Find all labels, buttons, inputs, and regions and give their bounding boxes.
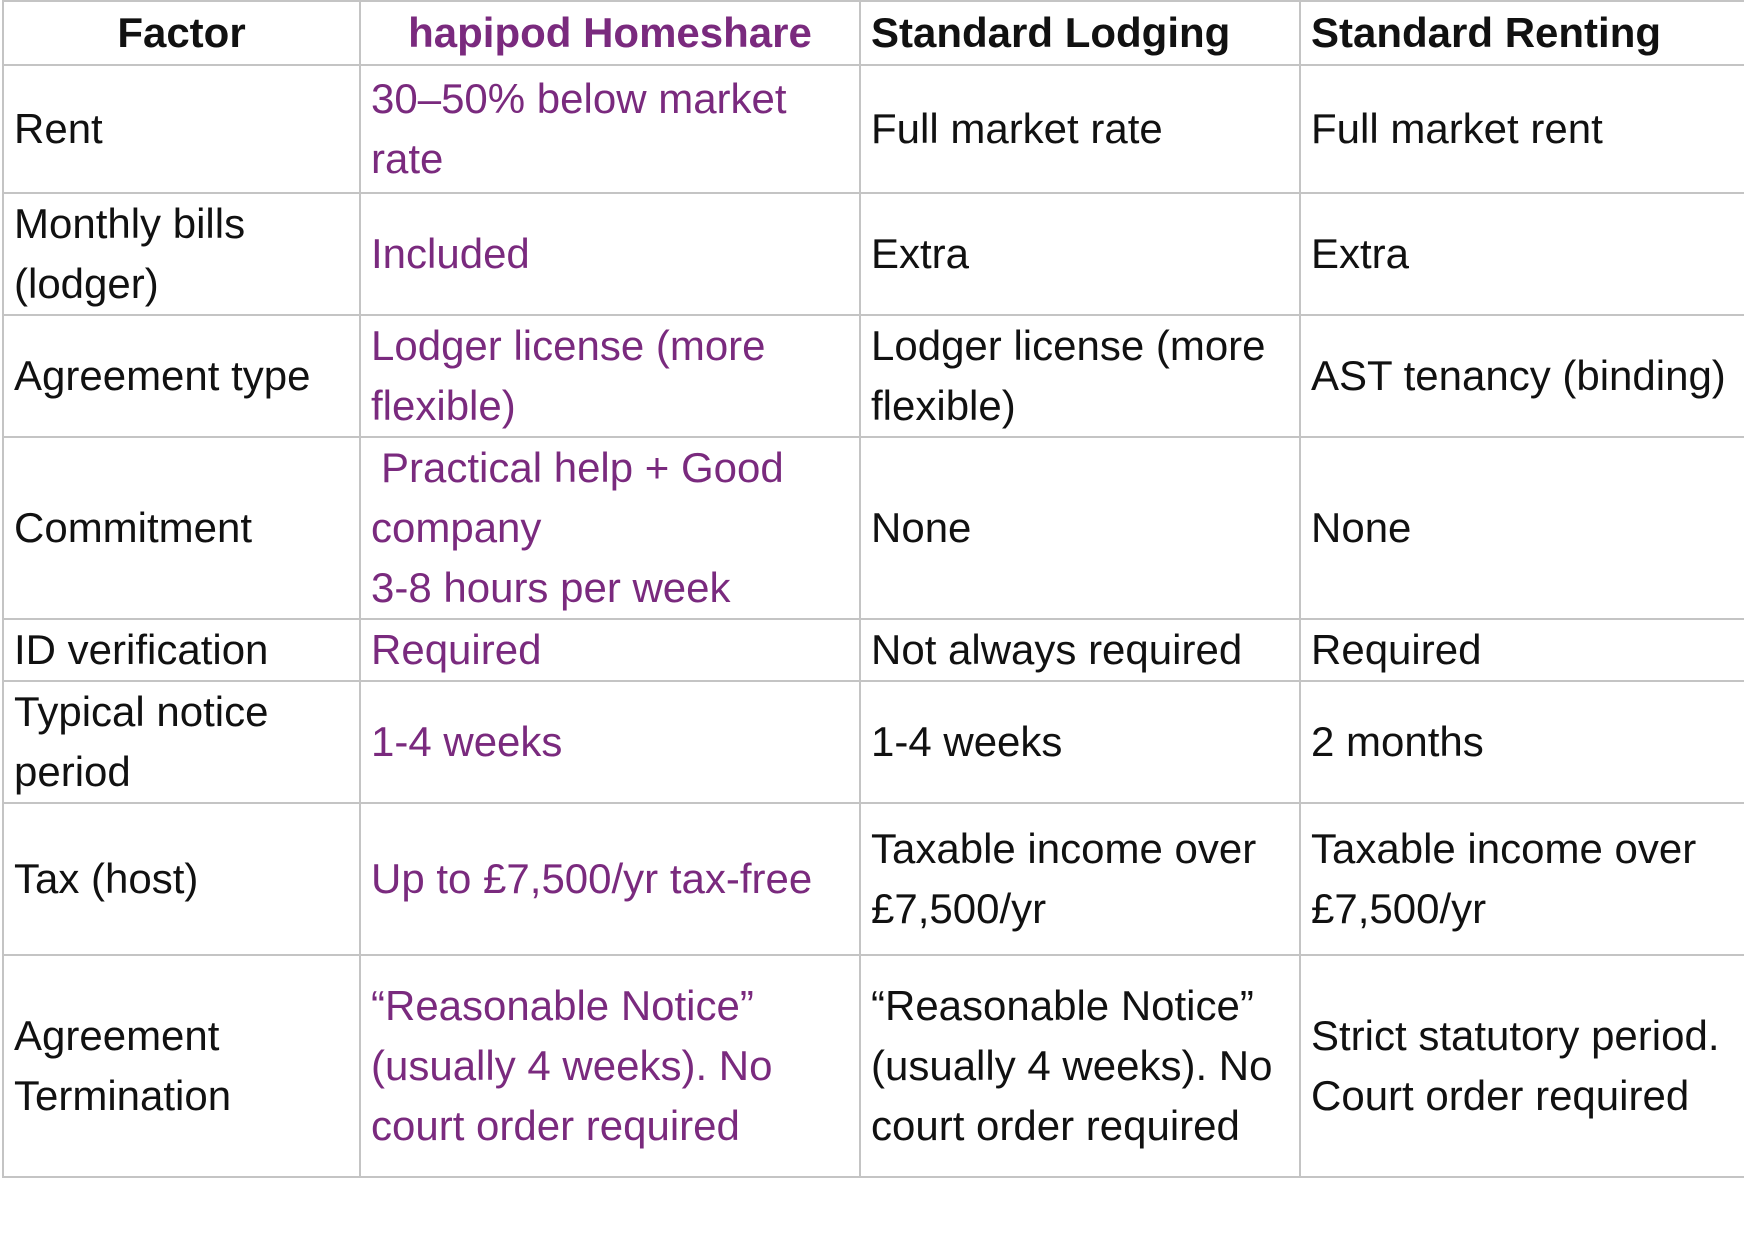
cell-lodging: [860, 193, 1300, 315]
cell-text: Tax (host): [14, 855, 199, 902]
cell-text: Agreement type: [14, 352, 311, 399]
cell-text: court order required: [371, 1102, 740, 1149]
cell-hapipod: [360, 681, 860, 803]
cell-text: Full market rate: [871, 105, 1163, 152]
cell-renting: [1300, 619, 1744, 681]
cell-lodging: [860, 65, 1300, 193]
cell-text: flexible): [371, 382, 516, 429]
cell-text: ID verification: [14, 626, 269, 673]
cell-renting: [1300, 955, 1744, 1177]
cell-renting: [1300, 803, 1744, 955]
table-row: [3, 681, 1744, 803]
cell-text: (lodger): [14, 260, 159, 307]
cell-factor: [3, 803, 360, 955]
cell-hapipod: [360, 803, 860, 955]
cell-hapipod: [360, 65, 860, 193]
cell-text: “Reasonable Notice”: [371, 982, 754, 1029]
cell-text: period: [14, 748, 131, 795]
cell-text: Practical help + Good: [381, 444, 784, 491]
cell-renting: [1300, 437, 1744, 619]
cell-hapipod: [360, 955, 860, 1177]
cell-text: 1-4 weeks: [371, 718, 563, 765]
header-standard-lodging: Standard Lodging: [860, 1, 1300, 65]
cell-text: Rent: [14, 105, 103, 152]
cell-factor: [3, 65, 360, 193]
header-hapipod-homeshare: hapipod Homeshare: [360, 1, 860, 65]
cell-text: “Reasonable Notice”: [871, 982, 1254, 1029]
cell-text: 1-4 weeks: [871, 718, 1063, 765]
cell-text: Lodger license (more: [871, 322, 1266, 369]
cell-text: Full market rent: [1311, 105, 1603, 152]
cell-factor: [3, 955, 360, 1177]
cell-factor: [3, 315, 360, 437]
cell-text: Required: [1311, 626, 1482, 673]
cell-lodging: [860, 955, 1300, 1177]
cell-text: Lodger license (more: [371, 322, 766, 369]
cell-text: court order required: [871, 1102, 1240, 1149]
cell-lodging: [860, 681, 1300, 803]
cell-text: 2 months: [1311, 718, 1484, 765]
cell-text: company: [371, 504, 542, 551]
table-row: [3, 803, 1744, 955]
cell-renting: [1300, 65, 1744, 193]
cell-factor: [3, 193, 360, 315]
cell-lodging: [860, 619, 1300, 681]
cell-factor: [3, 619, 360, 681]
table-row: [3, 193, 1744, 315]
cell-text: £7,500/yr: [871, 885, 1047, 932]
table-body: [3, 65, 1744, 1177]
table-row: [3, 437, 1744, 619]
cell-lodging: [860, 803, 1300, 955]
table-row: [3, 955, 1744, 1177]
cell-text: Taxable income over: [1311, 825, 1697, 872]
cell-text: Included: [371, 230, 530, 277]
cell-text: 3-8 hours per week: [371, 564, 731, 611]
cell-text: Agreement: [14, 1012, 220, 1059]
cell-lodging: [860, 437, 1300, 619]
cell-text: Strict statutory period.: [1311, 1012, 1720, 1059]
cell-text: Commitment: [14, 504, 253, 551]
cell-hapipod: [360, 315, 860, 437]
cell-text: None: [1311, 504, 1412, 551]
header-factor: Factor: [3, 1, 360, 65]
cell-renting: [1300, 193, 1744, 315]
table-header-row: [3, 1, 1744, 65]
cell-text: Extra: [1311, 230, 1410, 277]
cell-renting: [1300, 681, 1744, 803]
header-standard-renting: Standard Renting: [1300, 1, 1744, 65]
comparison-table: [2, 0, 1744, 1178]
cell-lodging: [860, 315, 1300, 437]
cell-text: None: [871, 504, 972, 551]
cell-text: Required: [371, 626, 542, 673]
cell-text: Monthly bills: [14, 200, 246, 247]
cell-text: Extra: [871, 230, 970, 277]
table-row: [3, 65, 1744, 193]
cell-text: Court order required: [1311, 1072, 1690, 1119]
cell-text: Taxable income over: [871, 825, 1257, 872]
cell-text: Up to £7,500/yr tax-free: [371, 855, 813, 902]
cell-text: 30–50% below market: [371, 75, 787, 122]
cell-text: Not always required: [871, 626, 1243, 673]
cell-hapipod: [360, 619, 860, 681]
cell-text: AST tenancy (binding): [1311, 352, 1726, 399]
cell-factor: [3, 681, 360, 803]
cell-factor: [3, 437, 360, 619]
table-row: [3, 619, 1744, 681]
cell-text: (usually 4 weeks). No: [371, 1042, 773, 1089]
cell-renting: [1300, 315, 1744, 437]
cell-hapipod: [360, 193, 860, 315]
cell-text: flexible): [871, 382, 1016, 429]
table-row: [3, 315, 1744, 437]
cell-text: Termination: [14, 1072, 232, 1119]
cell-text: (usually 4 weeks). No: [871, 1042, 1273, 1089]
cell-text: £7,500/yr: [1311, 885, 1487, 932]
cell-text: Typical notice: [14, 688, 269, 735]
cell-text: rate: [371, 135, 444, 182]
cell-hapipod: [360, 437, 860, 619]
